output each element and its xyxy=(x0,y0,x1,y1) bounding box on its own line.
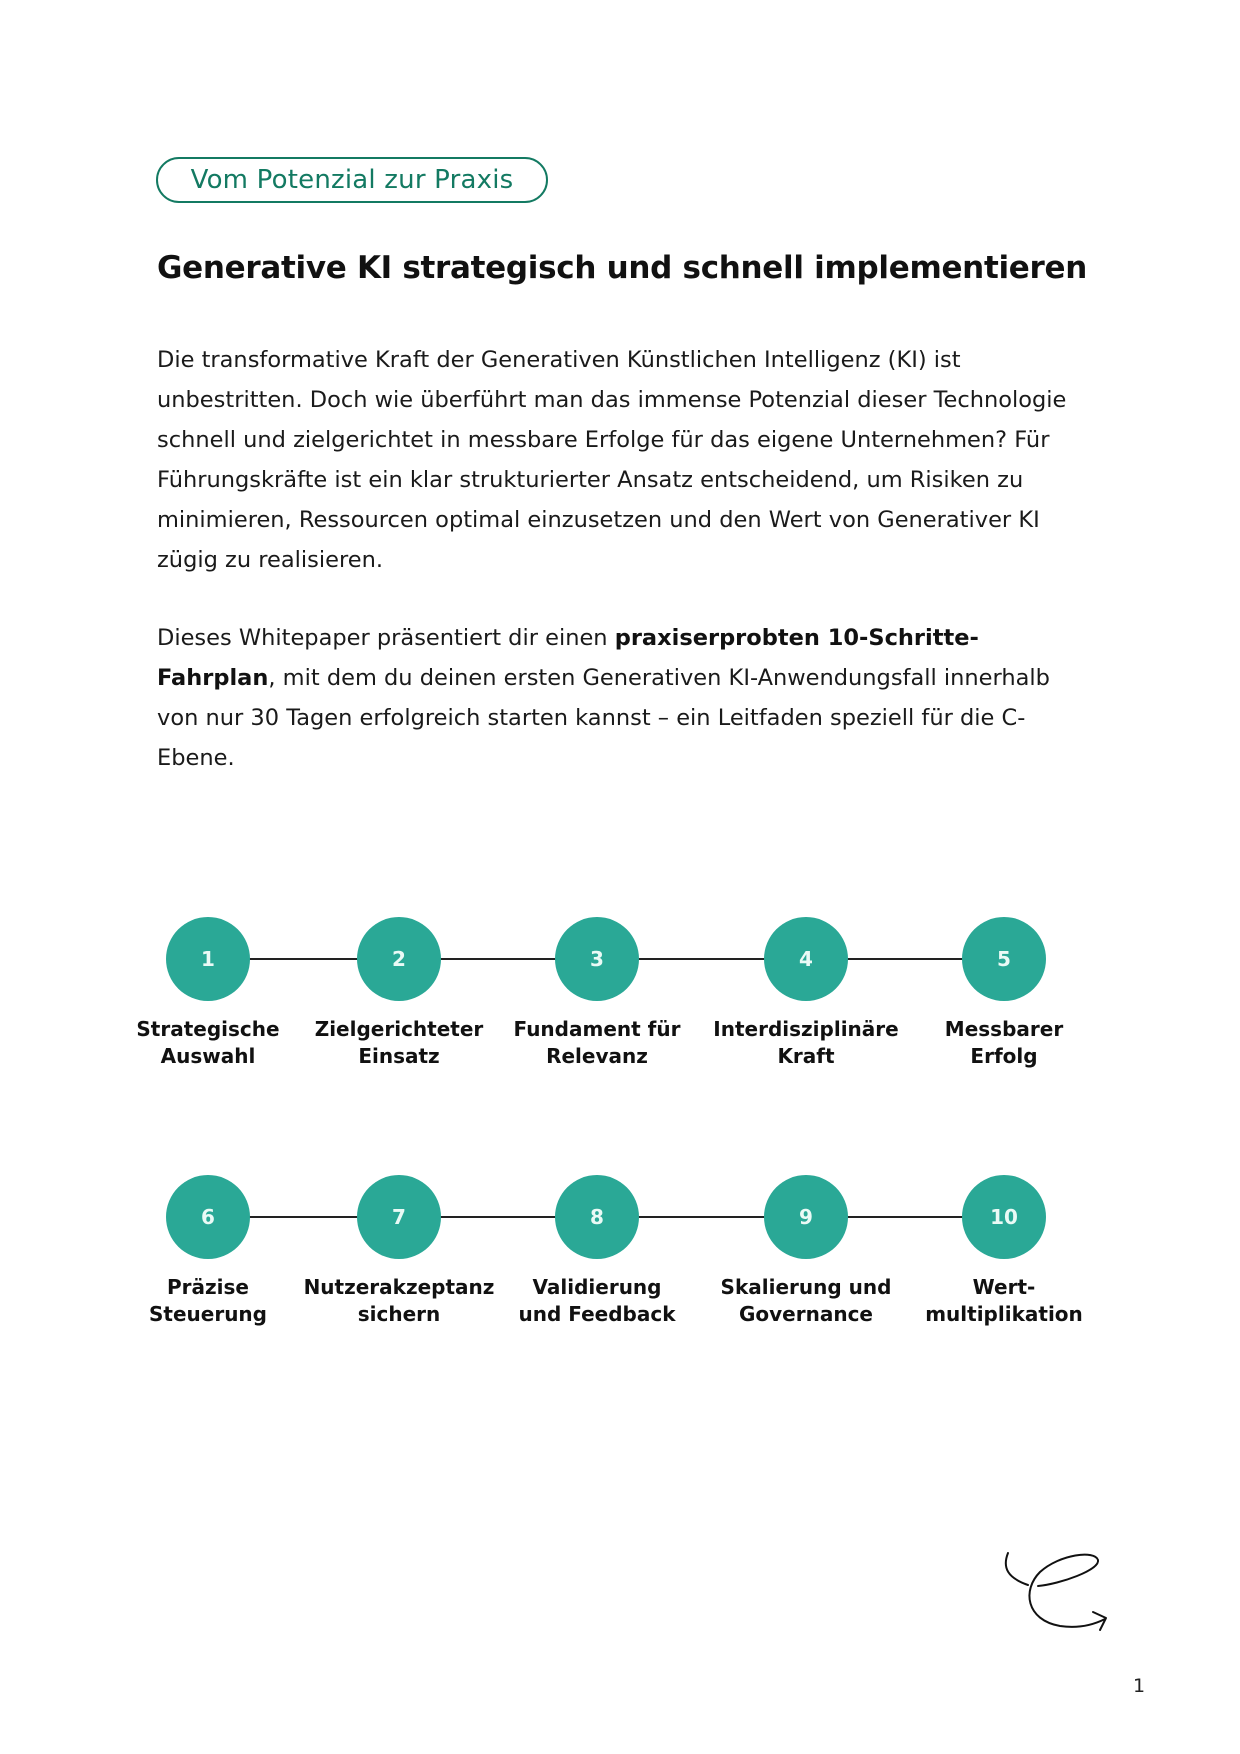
step-label-line: Steuerung xyxy=(149,1302,267,1326)
step-number-badge: 3 xyxy=(555,917,639,1001)
step-2 xyxy=(299,917,499,1070)
step-label xyxy=(945,1016,1063,1070)
step-label-line: Validierung xyxy=(532,1275,662,1299)
step-label xyxy=(721,1274,892,1328)
intro-paragraph: Die transformative Kraft der Generativen Künstlichen Intelligenz (KI) ist unbestritten. Doch wie überführt man das immense Potenzial dieser Technologie schnell und zielgerichtet in messbare Erfolge für das eigene Unternehmen? Für Führungskräfte ist ein klar strukturierter Ansatz entscheidend, um Risiken zu minimieren, Ressourcen optimal einzusetzen und den Wert von Generativer KI zügig zu realisieren. xyxy=(157,347,1067,573)
step-3 xyxy=(497,917,697,1070)
step-label xyxy=(136,1016,279,1070)
step-label-line: Nutzerakzeptanz xyxy=(303,1275,495,1299)
step-5 xyxy=(904,917,1104,1070)
step-label xyxy=(149,1274,267,1328)
step-label-line: Skalierung und xyxy=(720,1275,892,1299)
step-label-line: Wert- xyxy=(972,1275,1036,1299)
step-number-badge: 4 xyxy=(764,917,848,1001)
step-label-line: Kraft xyxy=(777,1044,835,1068)
steps-row-1 xyxy=(0,917,1240,1067)
step-label xyxy=(925,1274,1083,1328)
section-tag-label: Vom Potenzial zur Praxis xyxy=(190,165,514,195)
step-label-line: und Feedback xyxy=(518,1302,676,1326)
step-label-line: Governance xyxy=(738,1302,873,1326)
step-label-line: Relevanz xyxy=(546,1044,648,1068)
step-6 xyxy=(108,1175,308,1328)
step-number-badge: 8 xyxy=(555,1175,639,1259)
step-label xyxy=(514,1016,681,1070)
step-number-badge: 9 xyxy=(764,1175,848,1259)
step-7 xyxy=(299,1175,499,1328)
step-label-line: Präzise xyxy=(167,1275,249,1299)
page-number: 1 xyxy=(1133,1675,1146,1697)
step-label-line: Einsatz xyxy=(358,1044,440,1068)
step-number-badge: 6 xyxy=(166,1175,250,1259)
step-number-badge: 5 xyxy=(962,917,1046,1001)
step-label-line: Fundament für xyxy=(513,1017,681,1041)
step-label xyxy=(315,1016,484,1070)
step-label xyxy=(713,1016,898,1070)
roadmap-paragraph-intro: Dieses Whitepaper präsentiert dir einen xyxy=(157,625,615,651)
step-number-badge: 2 xyxy=(357,917,441,1001)
roadmap-highlight: praxiserprobten 10-Schritte-Fahrplan xyxy=(157,625,979,691)
step-label-line: sichern xyxy=(357,1302,441,1326)
step-number-badge: 1 xyxy=(166,917,250,1001)
step-label-line: Zielgerichteter xyxy=(314,1017,484,1041)
step-label-line: Interdisziplinäre xyxy=(713,1017,899,1041)
step-label xyxy=(304,1274,495,1328)
step-4 xyxy=(706,917,906,1070)
step-label xyxy=(518,1274,675,1328)
step-10 xyxy=(904,1175,1104,1328)
roadmap-paragraph xyxy=(157,618,1097,778)
signature-logo-icon xyxy=(1000,1550,1115,1638)
step-8 xyxy=(497,1175,697,1328)
steps-row-2 xyxy=(0,1175,1240,1325)
step-number-badge: 7 xyxy=(357,1175,441,1259)
section-tag xyxy=(156,157,548,203)
page-title: Generative KI strategisch und schnell implementieren xyxy=(157,250,1087,286)
step-9 xyxy=(706,1175,906,1328)
step-label-line: Erfolg xyxy=(970,1044,1038,1068)
step-1 xyxy=(108,917,308,1070)
step-label-line: Auswahl xyxy=(160,1044,256,1068)
roadmap-paragraph-rest: , mit dem du deinen ersten Generativen KI-Anwendungsfall innerhalb von nur 30 Tagen erfolgreich starten kannst – ein Leitfaden speziell für die C-Ebene. xyxy=(157,665,1050,771)
step-number-badge: 10 xyxy=(962,1175,1046,1259)
step-label-line: Strategische xyxy=(136,1017,280,1041)
step-label-line: multiplikation xyxy=(925,1302,1083,1326)
step-label-line: Messbarer xyxy=(944,1017,1064,1041)
